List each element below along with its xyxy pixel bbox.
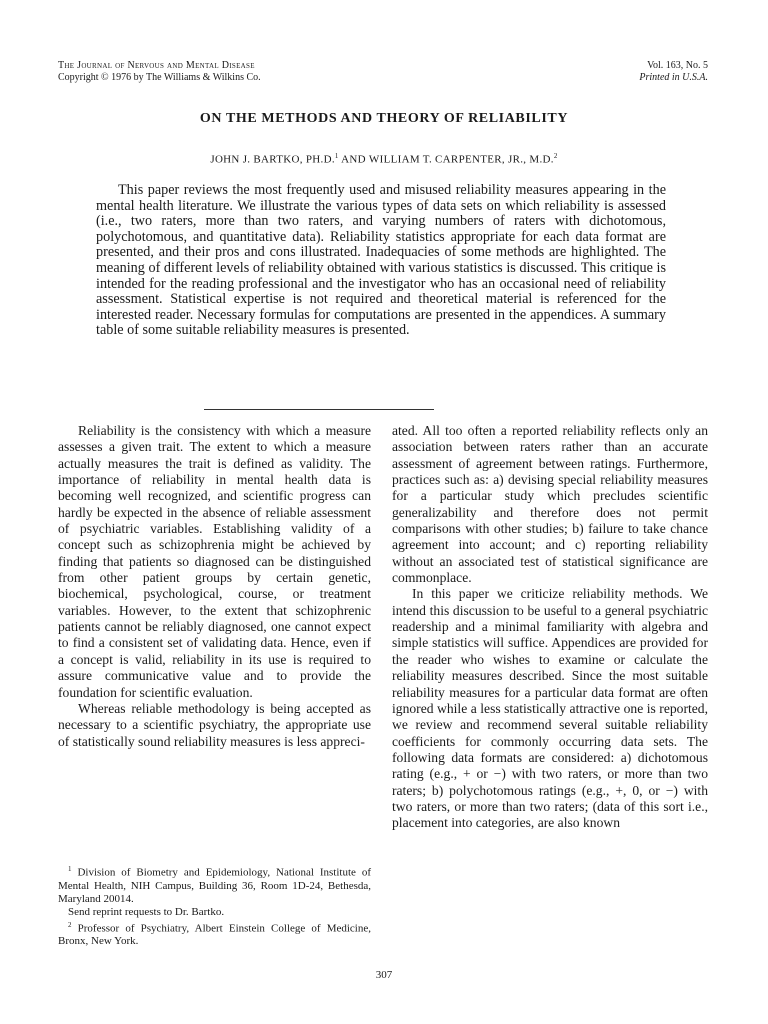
body-paragraph: ated. All too often a reported reliability reflects only an association between raters rather than an accurate assessment of agreement between ratings. Furthermore, practices such as: a) devising special reliability measures for a particular study which precludes scientific generalizability and therefore does not permit comparisons with other studies; b) failure to take chance agreement into account; and c) reporting reliability without an associated test of statistical significance are commonplace. (392, 423, 708, 586)
footnote-1 (58, 863, 371, 906)
paper-title: ON THE METHODS AND THEORY OF RELIABILITY (199, 111, 569, 126)
reprint-note: Send reprint requests to Dr. Bartko. (68, 905, 225, 918)
body-paragraph: In this paper we criticize reliability methods. We intend this discussion to be useful to a general psychiatric readership and a minimal familiarity with algebra and simple statistics will suffice. Appendices are provided for the reader who wishes to examine or calculate the reliability measures described. Since the most suitable reliability measures for a particular data format are often ignored while a less statistically attractive one is reported, we review and recommend several suitable reliability coefficients for commonly occurring data sets. The following data formats are considered: a) dichotomous rating (e.g., + or −) with two raters, or more than two raters; b) polychotomous ratings (e.g., +, 0, or −) with two raters, or more than two raters; (data of this sort i.e., placement into categories, are also known (392, 586, 708, 831)
copyright-line: Copyright © 1976 by The Williams & Wilkins Co. (58, 72, 261, 83)
printed-in: Printed in U.S.A. (639, 72, 708, 83)
author-line (0, 152, 768, 166)
footnote-2 (58, 919, 371, 949)
affiliation-marker-2: 2 (553, 152, 558, 160)
volume-issue: Vol. 163, No. 5 (647, 60, 708, 71)
left-column (58, 423, 371, 750)
footnote-2-text: Professor of Psychiatry, Albert Einstein College of Medicine, Bronx, New York. (58, 922, 371, 948)
abstract (96, 183, 666, 339)
footnotes (58, 863, 371, 948)
author-2: WILLIAM T. CARPENTER, JR., M.D. (368, 153, 554, 166)
author-1: JOHN J. BARTKO, PH.D. (210, 153, 335, 166)
body-paragraph: Reliability is the consistency with which a measure assesses a given trait. The extent to which a measure actually measures the trait is defined as validity. The importance of reliability in mental health data is becoming well recognized, and scientific progress can hardly be expected in the absence of reliable assessment of psychiatric variables. Establishing validity of a concept such as schizophrenia might be achieved by finding that patients so diagnosed can be distinguished from other patient groups by certain genetic, biochemical, psychological, course, or treatment variables. However, to the extent that schizophrenic patients cannot be reliably diagnosed, one cannot expect to find a consistent set of validating data. Hence, even if a concept is valid, reliability in its use is required to assure communicative value and to provide the foundation for scientific evaluation. (58, 423, 371, 700)
running-header-right (639, 60, 708, 84)
right-column (392, 423, 708, 832)
abstract-text: This paper reviews the most frequently used and misused reliability measures appearing in the mental health literature. We illustrate the various types of data sets on which reliability is assessed (i.e., two raters, more than two raters, and varying numbers of raters with dichotomous, polychotomous, and quantitative data). Reliability statistics appropriate for each data format are presented, and their pros and cons illustrated. Inadequacies of some methods are highlighted. The meaning of different levels of reliability obtained with various statistics is discussed. This critique is intended for the reading professional and the investigator who has an occasional need of reliability assessment. Statistical expertise is not required and theoretical material is referenced for the interested reader. Necessary formulas for computations are presented in the appendices. A summary table of some suitable reliability measures is presented. (96, 182, 666, 339)
running-header-left (58, 60, 261, 84)
author-conjunction: AND (338, 153, 369, 166)
footnote-1-text: Division of Biometry and Epidemiology, National Institute of Mental Health, NIH Campus, Building 36, Room 1D-24, Bethesda, Maryland 20014. (58, 866, 371, 905)
section-divider (204, 409, 434, 410)
footnote-1-marker: 1 (68, 865, 72, 873)
page-number: 307 (375, 969, 393, 981)
journal-name: The Journal of Nervous and Mental Disease (58, 60, 255, 71)
body-paragraph: Whereas reliable methodology is being accepted as necessary to a scientific psychiatry, the appropriate use of statistically sound reliability measures is less appreci- (58, 700, 371, 749)
footnote-2-marker: 2 (68, 920, 72, 929)
affiliation-marker-1: 1 (334, 152, 339, 160)
